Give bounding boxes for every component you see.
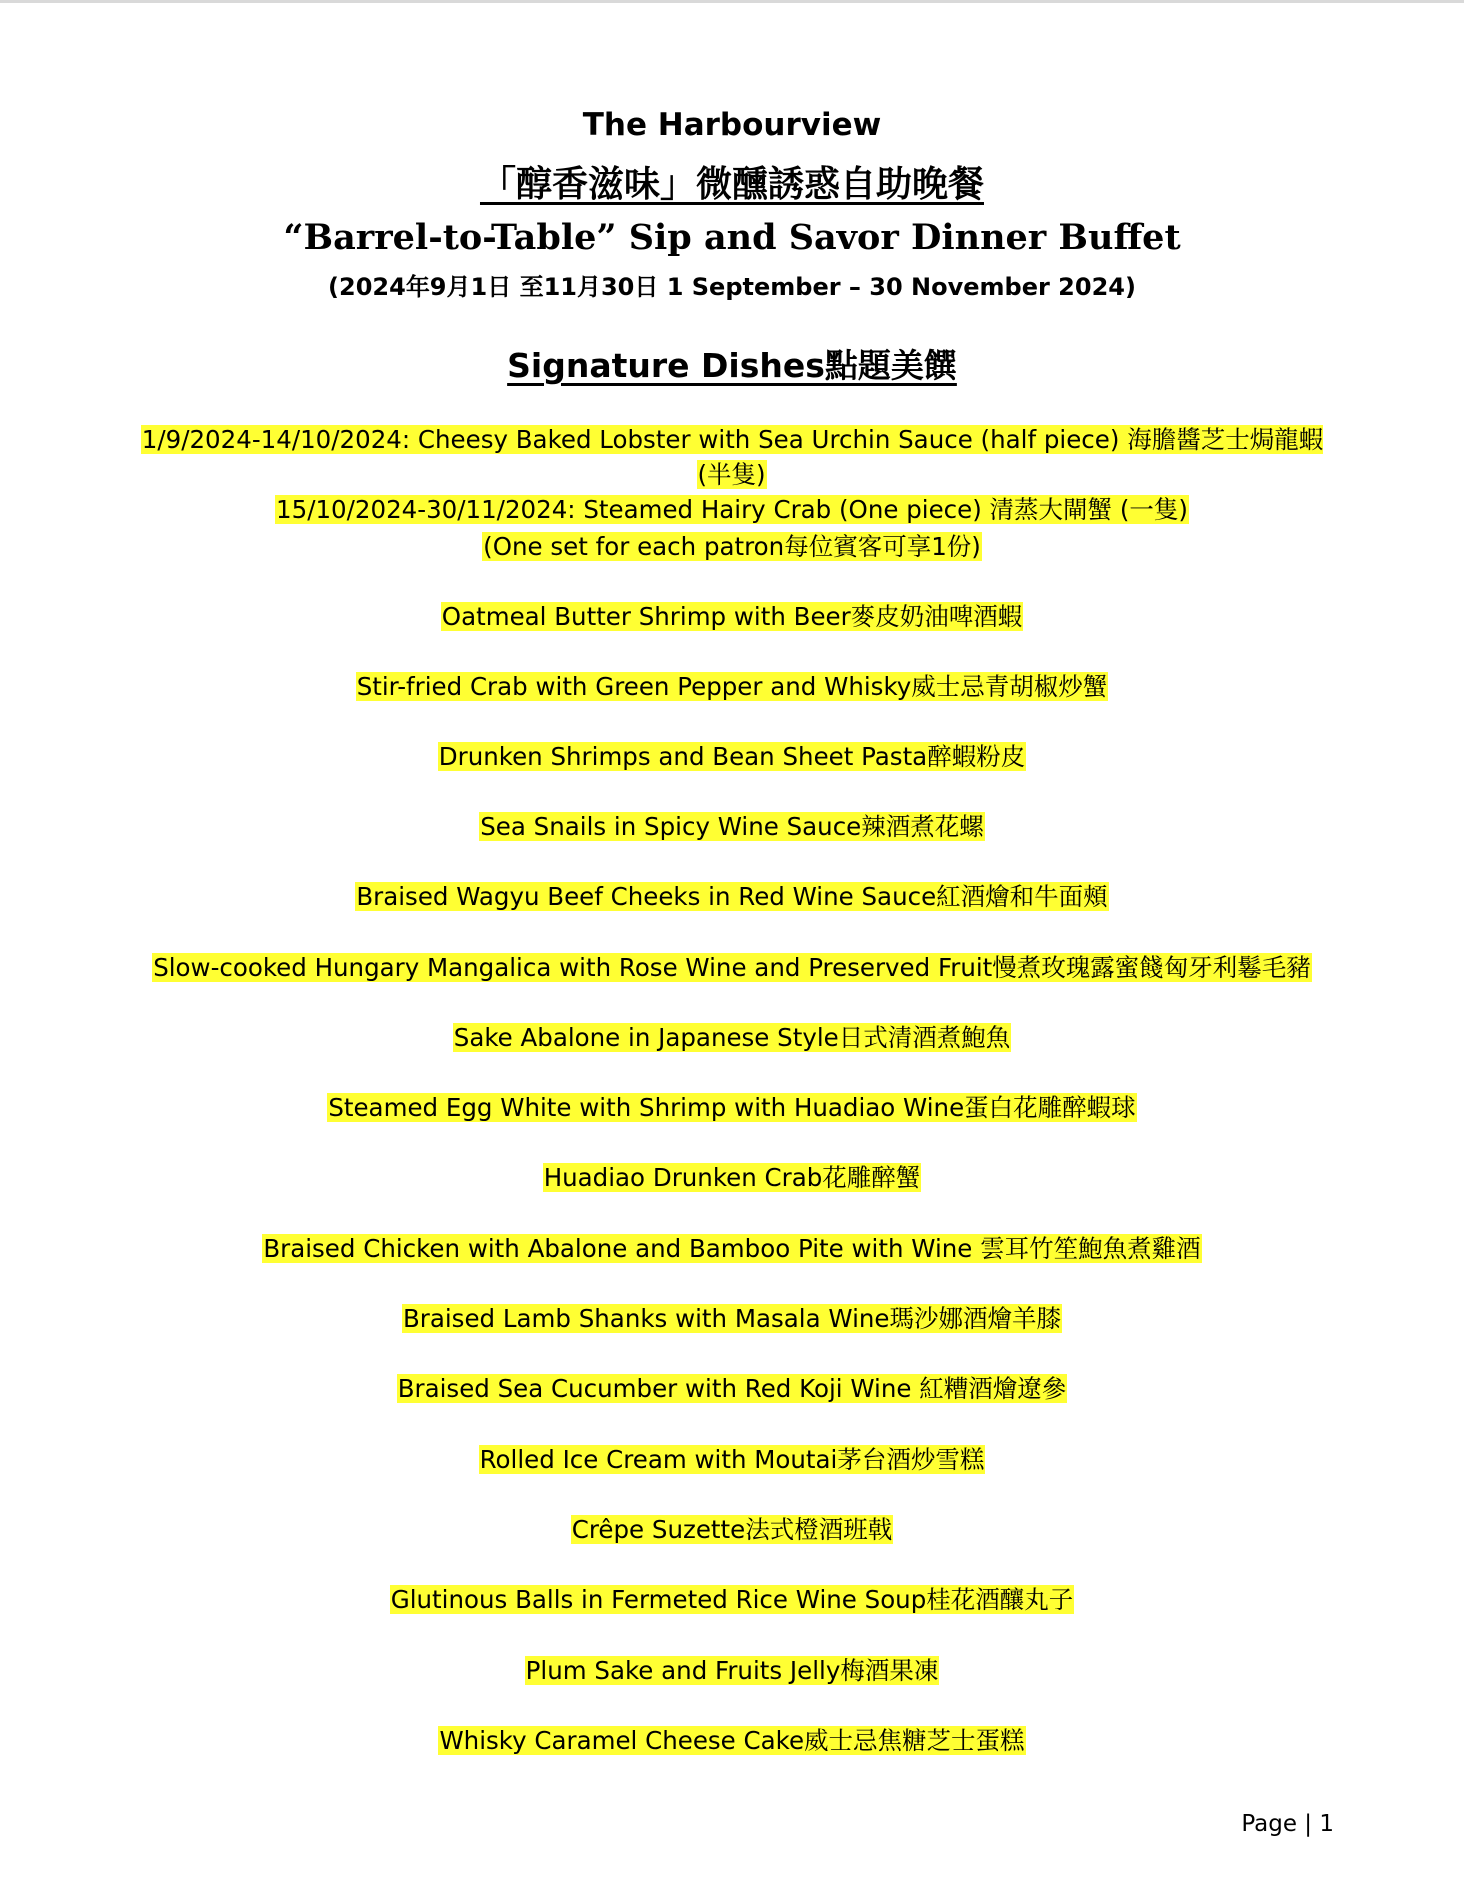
dish-item <box>110 1371 1354 1406</box>
dish-item <box>110 739 1354 774</box>
dish-item <box>110 1653 1354 1688</box>
dish-text: Glutinous Balls in Fermeted Rice Wine Soup桂花酒釀丸子 <box>390 1585 1074 1614</box>
venue-name: The Harbourview <box>582 107 882 143</box>
dish-text: Stir-fried Crab with Green Pepper and Whisky威士忌青胡椒炒蟹 <box>356 672 1108 701</box>
dish-item <box>110 1723 1354 1758</box>
dish-item <box>110 1160 1354 1195</box>
dish-text: Sake Abalone in Japanese Style日式清酒煮鮑魚 <box>453 1023 1011 1052</box>
dish-item <box>110 1582 1354 1617</box>
dish-item <box>110 1301 1354 1336</box>
dish-text: Whisky Caramel Cheese Cake威士忌焦糖芝士蛋糕 <box>439 1726 1025 1755</box>
dish-item <box>110 669 1354 704</box>
dish-text: Steamed Egg White with Shrimp with Huadiao Wine蛋白花雕醉蝦球 <box>328 1093 1136 1122</box>
promo-line <box>120 492 1344 527</box>
dish-item <box>110 879 1354 914</box>
patron-note <box>110 529 1354 564</box>
dish-text: Slow-cooked Hungary Mangalica with Rose Wine and Preserved Fruit慢煮玫瑰露蜜餞匈牙利鬈毛豬 <box>153 953 1311 982</box>
dish-text: Huadiao Drunken Crab花雕醉蟹 <box>543 1163 921 1192</box>
page-number: Page | 1 <box>1241 1811 1334 1837</box>
section-heading: Signature Dishes點題美饌 <box>507 346 957 385</box>
dish-text: Braised Chicken with Abalone and Bamboo Pite with Wine 雲耳竹笙鮑魚煮雞酒 <box>263 1234 1201 1263</box>
dish-text: Plum Sake and Fruits Jelly梅酒果凍 <box>525 1656 939 1685</box>
dish-item <box>110 809 1354 844</box>
promo-line-text: 15/10/2024-30/11/2024: Steamed Hairy Crab (One piece) 清蒸大閘蟹 (一隻) <box>276 495 1188 524</box>
dish-item <box>110 1020 1354 1055</box>
menu-title-chinese: 「醇香滋味」微醺誘惑自助晚餐 <box>479 164 984 205</box>
dish-text: Oatmeal Butter Shrimp with Beer麥皮奶油啤酒蝦 <box>441 602 1023 631</box>
dish-item <box>110 1231 1354 1266</box>
promotion-period: (2024年9月1日 至11月30日 1 September – 30 November 2024) <box>328 273 1136 301</box>
dish-item <box>110 1512 1354 1547</box>
dish-item <box>110 950 1354 985</box>
dish-text: Rolled Ice Cream with Moutai茅台酒炒雪糕 <box>479 1445 985 1474</box>
dish-text: Drunken Shrimps and Bean Sheet Pasta醉蝦粉皮 <box>438 742 1026 771</box>
promo-block <box>120 422 1344 527</box>
promo-line-text: 1/9/2024-14/10/2024: Cheesy Baked Lobster with Sea Urchin Sauce (half piece) 海膽醬芝士焗龍蝦 (半隻) <box>141 425 1324 489</box>
dish-item <box>110 599 1354 634</box>
dish-text: Braised Wagyu Beef Cheeks in Red Wine Sauce紅酒燴和牛面頰 <box>356 882 1108 911</box>
dish-text: Crêpe Suzette法式橙酒班戟 <box>571 1515 893 1544</box>
menu-title-english: “Barrel-to-Table” Sip and Savor Dinner Buffet <box>283 217 1181 258</box>
patron-note-text: (One set for each patron每位賓客可享1份) <box>483 532 981 561</box>
promo-line <box>120 422 1344 492</box>
dish-item <box>110 1090 1354 1125</box>
dish-text: Braised Lamb Shanks with Masala Wine瑪沙娜酒燴羊膝 <box>402 1304 1061 1333</box>
dish-text: Sea Snails in Spicy Wine Sauce辣酒煮花螺 <box>480 812 984 841</box>
dish-text: Braised Sea Cucumber with Red Koji Wine 紅糟酒燴遼參 <box>397 1374 1067 1403</box>
dish-item <box>110 1442 1354 1477</box>
